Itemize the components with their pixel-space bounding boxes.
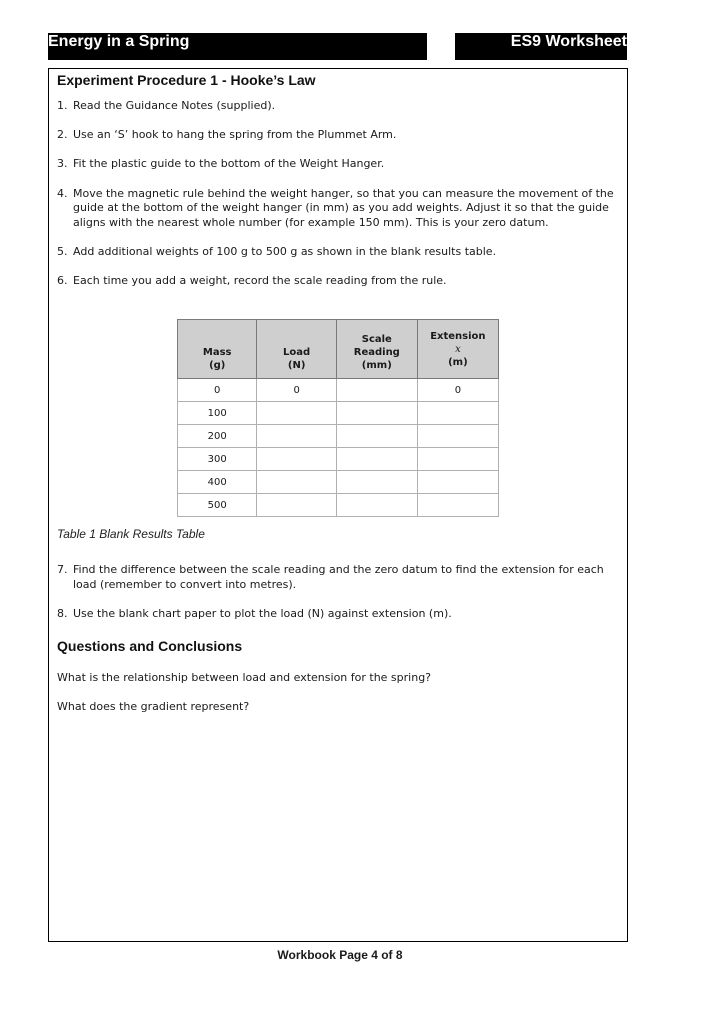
header-load: Load (N) — [257, 320, 336, 379]
cell-extension — [417, 425, 498, 448]
cell-scale — [336, 402, 417, 425]
cell-extension — [417, 471, 498, 494]
cell-extension — [417, 448, 498, 471]
procedure-step: 5. Add additional weights of 100 g to 500 g as shown in the blank results table. — [57, 244, 497, 258]
cell-load — [257, 494, 336, 517]
header-worksheet-bar — [455, 33, 627, 60]
worksheet-topic-title: Energy in a Spring — [48, 33, 190, 50]
header-extension: Extension x (m) — [417, 320, 498, 379]
questions-title: Questions and Conclusions — [57, 638, 243, 654]
cell-mass: 100 — [178, 402, 257, 425]
cell-load: 0 — [257, 379, 336, 402]
cell-mass: 300 — [178, 448, 257, 471]
table-row — [178, 402, 499, 425]
cell-extension: 0 — [417, 379, 498, 402]
table-caption: Table 1 Blank Results Table — [57, 527, 205, 541]
cell-mass: 0 — [178, 379, 257, 402]
table-row — [178, 494, 499, 517]
cell-load — [257, 448, 336, 471]
procedure-step: 3. Fit the plastic guide to the bottom of the Weight Hanger. — [57, 157, 385, 171]
cell-scale — [336, 448, 417, 471]
results-table — [177, 319, 499, 517]
question-2: What does the gradient represent? — [57, 700, 250, 713]
table-row — [178, 471, 499, 494]
cell-mass: 200 — [178, 425, 257, 448]
procedure-title: Experiment Procedure 1 - Hooke’s Law — [57, 72, 316, 88]
results-header-row — [178, 320, 499, 379]
table-row — [178, 379, 499, 402]
cell-scale — [336, 425, 417, 448]
header-mass: Mass (g) — [178, 320, 257, 379]
cell-extension — [417, 494, 498, 517]
cell-scale — [336, 471, 417, 494]
cell-load — [257, 425, 336, 448]
procedure-step: 8. Use the blank chart paper to plot the load (N) against extension (m). — [57, 606, 452, 620]
table-row — [178, 448, 499, 471]
question-1: What is the relationship between load and extension for the spring? — [57, 671, 432, 684]
procedure-steps — [57, 99, 617, 303]
procedure-step: 6. Each time you add a weight, record the scale reading from the rule. — [57, 274, 447, 288]
cell-load — [257, 471, 336, 494]
cell-mass: 500 — [178, 494, 257, 517]
header-title-bar — [48, 33, 427, 60]
procedure-step: 7. Find the difference between the scale reading and the zero datum to find the extension for each load (remember to convert into metres). — [57, 563, 604, 591]
page-footer: Workbook Page 4 of 8 — [277, 948, 403, 962]
content-frame — [48, 68, 628, 942]
cell-extension — [417, 402, 498, 425]
procedure-step: 1. Read the Guidance Notes (supplied). — [57, 99, 276, 112]
procedure-step: 2. Use an ‘S’ hook to hang the spring from the Plummet Arm. — [57, 128, 397, 142]
procedure-steps-continued — [57, 563, 619, 636]
cell-scale — [336, 494, 417, 517]
table-row — [178, 425, 499, 448]
procedure-step: 4. Move the magnetic rule behind the weight hanger, so that you can measure the movement of the guide at the bottom of the weight hanger (in mm) as you add weights. Adjust it so that the guide aligns with the nearest whole number (for example 150 mm). This is your zero datum. — [57, 186, 614, 229]
cell-scale — [336, 379, 417, 402]
cell-load — [257, 402, 336, 425]
worksheet-id: ES9 Worksheet — [510, 33, 627, 50]
cell-mass: 400 — [178, 471, 257, 494]
header-scale-reading: Scale Reading (mm) — [336, 320, 417, 379]
